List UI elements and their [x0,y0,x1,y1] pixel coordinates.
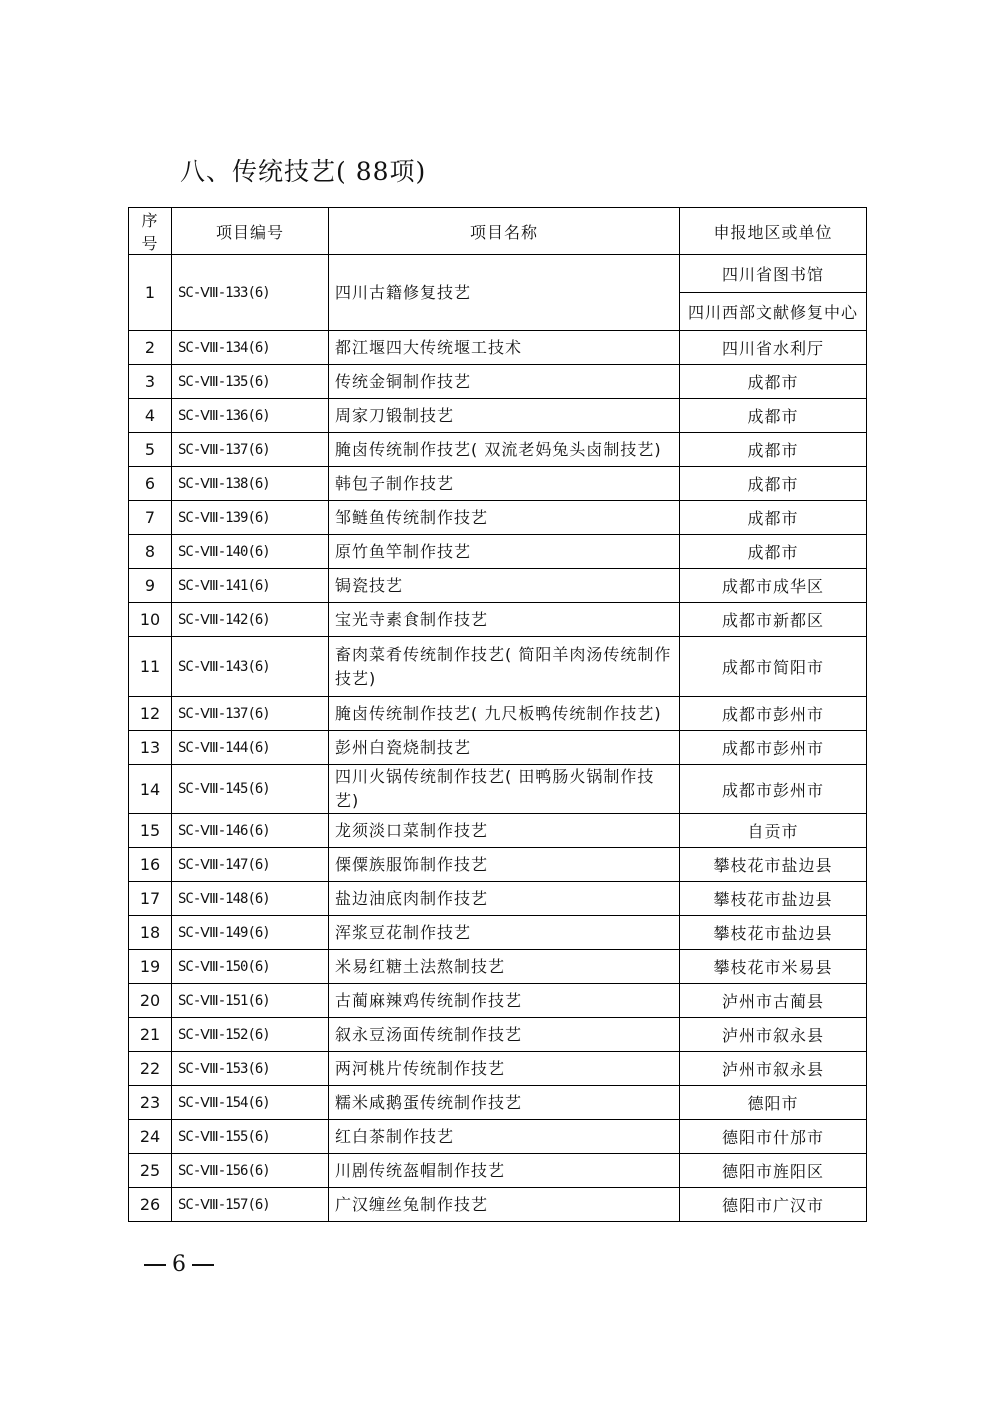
row-region: 成都市 [680,535,867,569]
row-region: 德阳市旌阳区 [680,1154,867,1188]
table-row [129,765,867,814]
table-body [129,255,867,1222]
row-index: 8 [129,535,172,569]
table-row [129,1018,867,1052]
row-index: 14 [129,765,172,814]
table-row [129,569,867,603]
table-row [129,433,867,467]
row-index: 23 [129,1086,172,1120]
row-code: SC-Ⅷ-138(6) [172,467,329,501]
row-name: 红白茶制作技艺 [329,1120,680,1154]
row-code: SC-Ⅷ-152(6) [172,1018,329,1052]
row-index: 19 [129,950,172,984]
row-region: 成都市 [680,365,867,399]
row-code: SC-Ⅷ-151(6) [172,984,329,1018]
row-region: 泸州市叙永县 [680,1052,867,1086]
row-code: SC-Ⅷ-148(6) [172,882,329,916]
row-index: 18 [129,916,172,950]
col-header-name: 项目名称 [329,208,680,255]
row-index: 15 [129,814,172,848]
row-index: 22 [129,1052,172,1086]
row-region: 四川省图书馆 [680,255,867,293]
table-row [129,916,867,950]
row-index: 24 [129,1120,172,1154]
table-header-row [129,208,867,255]
row-name: 腌卤传统制作技艺( 双流老妈兔头卤制技艺) [329,433,680,467]
row-code: SC-Ⅷ-149(6) [172,916,329,950]
row-name: 邹鲢鱼传统制作技艺 [329,501,680,535]
row-code: SC-Ⅷ-147(6) [172,848,329,882]
row-name: 龙须淡口菜制作技艺 [329,814,680,848]
row-region: 成都市 [680,501,867,535]
row-region: 成都市彭州市 [680,697,867,731]
table-row [129,603,867,637]
row-name: 两河桃片传统制作技艺 [329,1052,680,1086]
row-code: SC-Ⅷ-137(6) [172,697,329,731]
row-code: SC-Ⅷ-139(6) [172,501,329,535]
heritage-table [128,207,867,1222]
row-code: SC-Ⅷ-136(6) [172,399,329,433]
row-region: 成都市成华区 [680,569,867,603]
row-code: SC-Ⅷ-156(6) [172,1154,329,1188]
row-code: SC-Ⅷ-140(6) [172,535,329,569]
row-name: 浑浆豆花制作技艺 [329,916,680,950]
row-code: SC-Ⅷ-154(6) [172,1086,329,1120]
row-region: 攀枝花市米易县 [680,950,867,984]
row-index: 12 [129,697,172,731]
row-index: 10 [129,603,172,637]
row-code: SC-Ⅷ-143(6) [172,637,329,697]
table-row [129,331,867,365]
row-index: 2 [129,331,172,365]
row-name: 广汉缠丝兔制作技艺 [329,1188,680,1222]
table-row [129,1086,867,1120]
row-name: 糯米咸鹅蛋传统制作技艺 [329,1086,680,1120]
row-name: 川剧传统盔帽制作技艺 [329,1154,680,1188]
row-name: 腌卤传统制作技艺( 九尺板鸭传统制作技艺) [329,697,680,731]
row-name: 米易红糖土法熬制技艺 [329,950,680,984]
table-row [129,1154,867,1188]
row-region: 成都市 [680,433,867,467]
row-name: 周家刀锻制技艺 [329,399,680,433]
row-index: 13 [129,731,172,765]
row-index: 3 [129,365,172,399]
row-name: 古蔺麻辣鸡传统制作技艺 [329,984,680,1018]
row-region: 成都市简阳市 [680,637,867,697]
row-code: SC-Ⅷ-141(6) [172,569,329,603]
row-region: 德阳市广汉市 [680,1188,867,1222]
row-region: 泸州市叙永县 [680,1018,867,1052]
row-region: 攀枝花市盐边县 [680,916,867,950]
row-index: 20 [129,984,172,1018]
row-name: 都江堰四大传统堰工技术 [329,331,680,365]
row-code: SC-Ⅷ-153(6) [172,1052,329,1086]
table-row [129,501,867,535]
row-index: 17 [129,882,172,916]
row-index: 9 [129,569,172,603]
table-row [129,1052,867,1086]
row-index: 7 [129,501,172,535]
table-row [129,882,867,916]
table-row [129,255,867,293]
row-index: 21 [129,1018,172,1052]
row-region: 自贡市 [680,814,867,848]
row-index: 25 [129,1154,172,1188]
table-row [129,1120,867,1154]
table-row [129,814,867,848]
row-index: 5 [129,433,172,467]
row-code: SC-Ⅷ-134(6) [172,331,329,365]
row-region: 德阳市什邡市 [680,1120,867,1154]
row-name: 锔瓷技艺 [329,569,680,603]
footer-dash-left [144,1264,166,1266]
row-code: SC-Ⅷ-146(6) [172,814,329,848]
table-row [129,731,867,765]
row-index: 26 [129,1188,172,1222]
table-row [129,399,867,433]
row-name: 传统金铜制作技艺 [329,365,680,399]
row-region: 成都市彭州市 [680,731,867,765]
table-row [129,467,867,501]
row-code: SC-Ⅷ-137(6) [172,433,329,467]
row-code: SC-Ⅷ-133(6) [172,255,329,331]
col-header-region: 申报地区或单位 [680,208,867,255]
row-code: SC-Ⅷ-145(6) [172,765,329,814]
row-index: 6 [129,467,172,501]
row-region: 四川省水利厅 [680,331,867,365]
row-index: 1 [129,255,172,331]
row-code: SC-Ⅷ-135(6) [172,365,329,399]
table-row [129,1188,867,1222]
row-region: 攀枝花市盐边县 [680,882,867,916]
section-heading: 八、传统技艺( 88项) [180,157,427,186]
page-number: 6 [172,1252,186,1277]
row-code: SC-Ⅷ-150(6) [172,950,329,984]
row-name: 畜肉菜肴传统制作技艺( 简阳羊肉汤传统制作技艺) [329,637,680,697]
table-row [129,984,867,1018]
table-row [129,535,867,569]
row-index: 16 [129,848,172,882]
row-region: 攀枝花市盐边县 [680,848,867,882]
row-region: 德阳市 [680,1086,867,1120]
row-index: 11 [129,637,172,697]
row-code: SC-Ⅷ-155(6) [172,1120,329,1154]
row-name: 原竹鱼竿制作技艺 [329,535,680,569]
row-index: 4 [129,399,172,433]
footer-dash-right [192,1264,214,1266]
row-region: 泸州市古蔺县 [680,984,867,1018]
row-region: 成都市新都区 [680,603,867,637]
table-row [129,697,867,731]
row-code: SC-Ⅷ-144(6) [172,731,329,765]
col-header-idx: 序号 [129,208,172,255]
row-region: 四川西部文献修复中心 [680,293,867,331]
row-name: 宝光寺素食制作技艺 [329,603,680,637]
table-row [129,365,867,399]
row-name: 韩包子制作技艺 [329,467,680,501]
page-footer [138,1252,220,1277]
row-name: 四川火锅传统制作技艺( 田鸭肠火锅制作技艺) [329,765,680,814]
row-code: SC-Ⅷ-157(6) [172,1188,329,1222]
table-row [129,848,867,882]
row-name: 傈僳族服饰制作技艺 [329,848,680,882]
row-name: 盐边油底肉制作技艺 [329,882,680,916]
row-name: 叙永豆汤面传统制作技艺 [329,1018,680,1052]
table-row [129,950,867,984]
row-name: 彭州白瓷烧制技艺 [329,731,680,765]
row-code: SC-Ⅷ-142(6) [172,603,329,637]
table-row [129,637,867,697]
row-region: 成都市彭州市 [680,765,867,814]
row-name: 四川古籍修复技艺 [329,255,680,331]
col-header-code: 项目编号 [172,208,329,255]
row-region: 成都市 [680,467,867,501]
row-region: 成都市 [680,399,867,433]
